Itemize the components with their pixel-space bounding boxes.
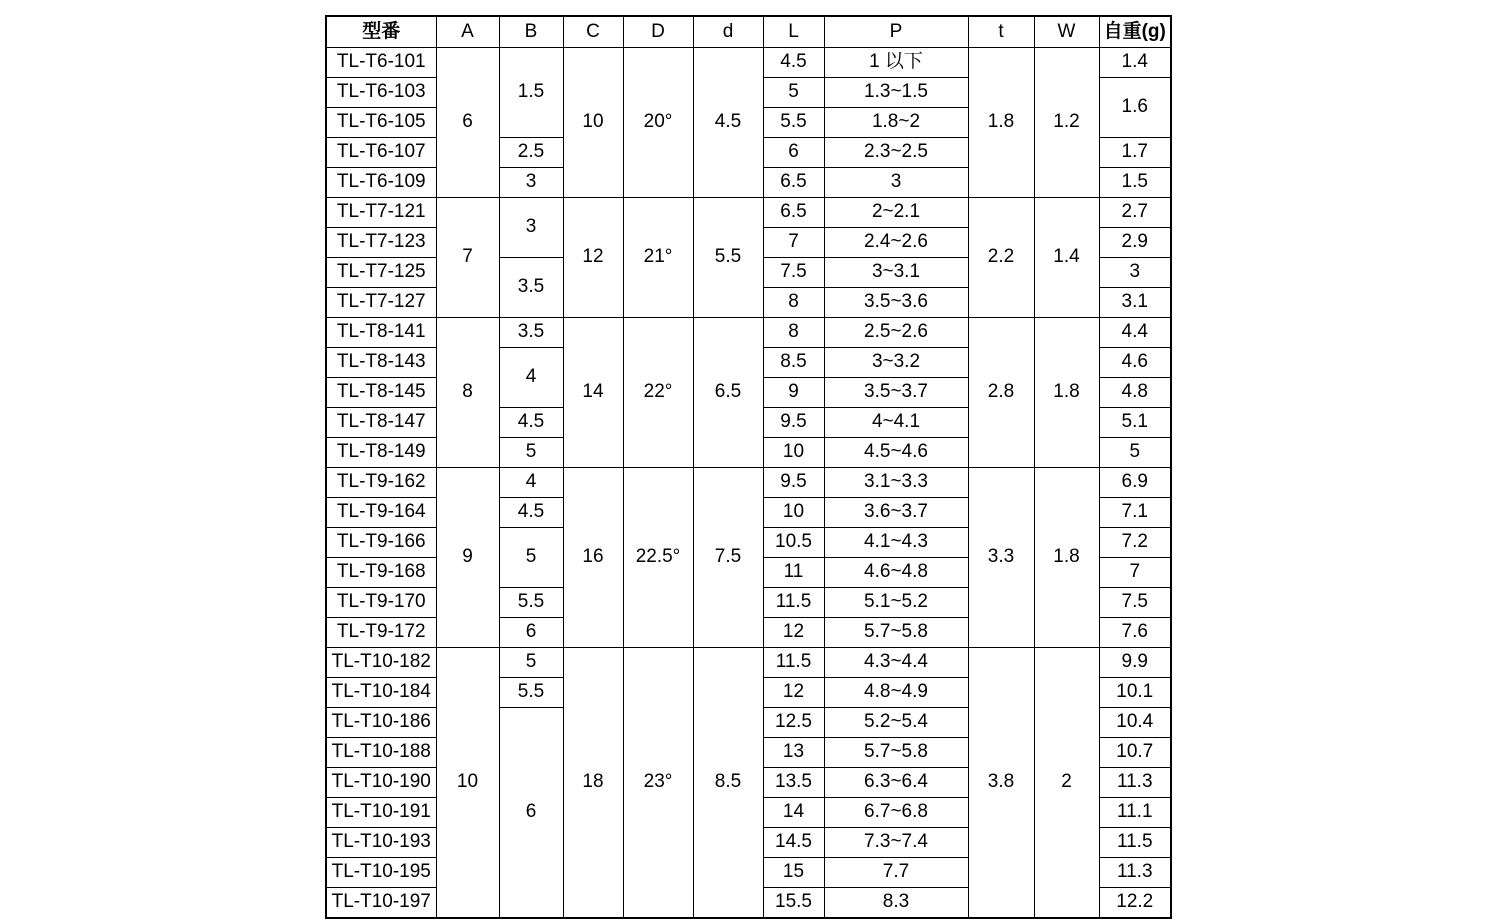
weight-cell: 10.1 <box>1099 678 1171 708</box>
value-cell-l: 8 <box>763 318 824 348</box>
value-cell-c: 18 <box>563 648 623 919</box>
table-row <box>326 48 1171 78</box>
model-cell: TL-T10-182 <box>326 648 436 678</box>
value-cell-l: 5 <box>763 78 824 108</box>
value-cell-p: 6.7~6.8 <box>824 798 968 828</box>
value-cell-c: 16 <box>563 468 623 648</box>
value-cell-d-upper: 20° <box>623 48 693 198</box>
value-cell-p: 1.8~2 <box>824 108 968 138</box>
value-cell-p: 7.7 <box>824 858 968 888</box>
value-cell-d-upper: 22° <box>623 318 693 468</box>
value-cell-b: 6 <box>499 708 563 919</box>
value-cell-l: 9.5 <box>763 408 824 438</box>
col-header-c: C <box>563 16 623 48</box>
model-cell: TL-T8-141 <box>326 318 436 348</box>
weight-cell: 3 <box>1099 258 1171 288</box>
model-cell: TL-T8-147 <box>326 408 436 438</box>
value-cell-p: 3 <box>824 168 968 198</box>
value-cell-p: 5.7~5.8 <box>824 618 968 648</box>
weight-cell: 1.7 <box>1099 138 1171 168</box>
value-cell-l: 7 <box>763 228 824 258</box>
value-cell-l: 10 <box>763 498 824 528</box>
value-cell-p: 4~4.1 <box>824 408 968 438</box>
weight-cell: 6.9 <box>1099 468 1171 498</box>
weight-cell: 2.9 <box>1099 228 1171 258</box>
col-header-l: L <box>763 16 824 48</box>
value-cell-p: 5.2~5.4 <box>824 708 968 738</box>
model-cell: TL-T10-197 <box>326 888 436 919</box>
weight-cell: 11.3 <box>1099 858 1171 888</box>
model-cell: TL-T9-168 <box>326 558 436 588</box>
value-cell-p: 1 以下 <box>824 48 968 78</box>
weight-cell: 11.3 <box>1099 768 1171 798</box>
value-cell-d-lower: 8.5 <box>693 648 763 919</box>
value-cell-p: 5.7~5.8 <box>824 738 968 768</box>
value-cell-l: 9.5 <box>763 468 824 498</box>
value-cell-c: 14 <box>563 318 623 468</box>
value-cell-t: 3.3 <box>968 468 1034 648</box>
header-row <box>326 16 1171 48</box>
weight-cell: 7 <box>1099 558 1171 588</box>
value-cell-w: 1.8 <box>1034 468 1099 648</box>
weight-cell: 9.9 <box>1099 648 1171 678</box>
value-cell-w: 1.2 <box>1034 48 1099 198</box>
value-cell-l: 6 <box>763 138 824 168</box>
value-cell-l: 13.5 <box>763 768 824 798</box>
value-cell-a: 8 <box>436 318 499 468</box>
weight-cell: 7.6 <box>1099 618 1171 648</box>
model-cell: TL-T8-145 <box>326 378 436 408</box>
value-cell-l: 15.5 <box>763 888 824 919</box>
value-cell-p: 2.4~2.6 <box>824 228 968 258</box>
model-cell: TL-T7-121 <box>326 198 436 228</box>
value-cell-w: 1.8 <box>1034 318 1099 468</box>
value-cell-l: 10.5 <box>763 528 824 558</box>
value-cell-l: 6.5 <box>763 198 824 228</box>
value-cell-p: 6.3~6.4 <box>824 768 968 798</box>
weight-cell: 4.8 <box>1099 378 1171 408</box>
weight-cell: 7.2 <box>1099 528 1171 558</box>
value-cell-p: 2~2.1 <box>824 198 968 228</box>
model-cell: TL-T7-127 <box>326 288 436 318</box>
value-cell-l: 13 <box>763 738 824 768</box>
value-cell-l: 14.5 <box>763 828 824 858</box>
value-cell-p: 4.5~4.6 <box>824 438 968 468</box>
value-cell-p: 3.1~3.3 <box>824 468 968 498</box>
col-header-p: P <box>824 16 968 48</box>
value-cell-b: 5.5 <box>499 588 563 618</box>
weight-cell: 1.4 <box>1099 48 1171 78</box>
table-row <box>326 318 1171 348</box>
value-cell-l: 12 <box>763 618 824 648</box>
value-cell-p: 2.3~2.5 <box>824 138 968 168</box>
value-cell-d-lower: 4.5 <box>693 48 763 198</box>
value-cell-l: 15 <box>763 858 824 888</box>
value-cell-p: 3.6~3.7 <box>824 498 968 528</box>
model-cell: TL-T7-125 <box>326 258 436 288</box>
value-cell-c: 12 <box>563 198 623 318</box>
value-cell-a: 6 <box>436 48 499 198</box>
value-cell-p: 4.6~4.8 <box>824 558 968 588</box>
weight-cell: 1.5 <box>1099 168 1171 198</box>
value-cell-p: 3~3.1 <box>824 258 968 288</box>
value-cell-b: 3.5 <box>499 258 563 318</box>
value-cell-l: 6.5 <box>763 168 824 198</box>
model-cell: TL-T10-184 <box>326 678 436 708</box>
value-cell-l: 8.5 <box>763 348 824 378</box>
value-cell-l: 9 <box>763 378 824 408</box>
weight-cell: 10.7 <box>1099 738 1171 768</box>
value-cell-t: 1.8 <box>968 48 1034 198</box>
value-cell-p: 3~3.2 <box>824 348 968 378</box>
value-cell-b: 1.5 <box>499 48 563 138</box>
value-cell-p: 8.3 <box>824 888 968 919</box>
model-cell: TL-T7-123 <box>326 228 436 258</box>
value-cell-p: 3.5~3.7 <box>824 378 968 408</box>
value-cell-b: 2.5 <box>499 138 563 168</box>
model-cell: TL-T10-195 <box>326 858 436 888</box>
col-header-a: A <box>436 16 499 48</box>
model-cell: TL-T10-193 <box>326 828 436 858</box>
model-cell: TL-T10-191 <box>326 798 436 828</box>
value-cell-w: 1.4 <box>1034 198 1099 318</box>
value-cell-l: 4.5 <box>763 48 824 78</box>
value-cell-t: 3.8 <box>968 648 1034 919</box>
value-cell-p: 4.8~4.9 <box>824 678 968 708</box>
model-cell: TL-T8-143 <box>326 348 436 378</box>
model-cell: TL-T6-101 <box>326 48 436 78</box>
col-header-weight: 自重(g) <box>1099 16 1171 48</box>
value-cell-l: 11.5 <box>763 648 824 678</box>
value-cell-a: 9 <box>436 468 499 648</box>
model-cell: TL-T8-149 <box>326 438 436 468</box>
weight-cell: 2.7 <box>1099 198 1171 228</box>
value-cell-b: 5.5 <box>499 678 563 708</box>
value-cell-l: 11 <box>763 558 824 588</box>
value-cell-l: 14 <box>763 798 824 828</box>
weight-cell: 4.4 <box>1099 318 1171 348</box>
value-cell-d-lower: 5.5 <box>693 198 763 318</box>
value-cell-b: 4 <box>499 468 563 498</box>
col-header-t: t <box>968 16 1034 48</box>
value-cell-l: 7.5 <box>763 258 824 288</box>
value-cell-b: 4 <box>499 348 563 408</box>
weight-cell: 4.6 <box>1099 348 1171 378</box>
value-cell-t: 2.8 <box>968 318 1034 468</box>
table-header <box>326 16 1171 48</box>
value-cell-b: 6 <box>499 618 563 648</box>
weight-cell: 10.4 <box>1099 708 1171 738</box>
value-cell-b: 4.5 <box>499 498 563 528</box>
weight-cell: 7.1 <box>1099 498 1171 528</box>
value-cell-b: 3 <box>499 168 563 198</box>
model-cell: TL-T6-105 <box>326 108 436 138</box>
value-cell-c: 10 <box>563 48 623 198</box>
col-header-w: W <box>1034 16 1099 48</box>
value-cell-b: 5 <box>499 438 563 468</box>
model-cell: TL-T10-190 <box>326 768 436 798</box>
value-cell-l: 11.5 <box>763 588 824 618</box>
table-row <box>326 198 1171 228</box>
weight-cell: 1.6 <box>1099 78 1171 138</box>
value-cell-p: 1.3~1.5 <box>824 78 968 108</box>
col-header-d-lower: d <box>693 16 763 48</box>
model-cell: TL-T6-103 <box>326 78 436 108</box>
value-cell-d-upper: 22.5° <box>623 468 693 648</box>
value-cell-l: 12 <box>763 678 824 708</box>
weight-cell: 11.1 <box>1099 798 1171 828</box>
value-cell-b: 5 <box>499 528 563 588</box>
value-cell-w: 2 <box>1034 648 1099 919</box>
value-cell-a: 10 <box>436 648 499 919</box>
model-cell: TL-T10-188 <box>326 738 436 768</box>
weight-cell: 7.5 <box>1099 588 1171 618</box>
weight-cell: 5.1 <box>1099 408 1171 438</box>
model-cell: TL-T6-107 <box>326 138 436 168</box>
table-row <box>326 648 1171 678</box>
model-cell: TL-T10-186 <box>326 708 436 738</box>
value-cell-p: 5.1~5.2 <box>824 588 968 618</box>
value-cell-b: 5 <box>499 648 563 678</box>
value-cell-d-upper: 23° <box>623 648 693 919</box>
value-cell-b: 3 <box>499 198 563 258</box>
value-cell-p: 7.3~7.4 <box>824 828 968 858</box>
value-cell-l: 10 <box>763 438 824 468</box>
col-header-d-upper: D <box>623 16 693 48</box>
weight-cell: 3.1 <box>1099 288 1171 318</box>
value-cell-p: 2.5~2.6 <box>824 318 968 348</box>
model-cell: TL-T9-166 <box>326 528 436 558</box>
value-cell-l: 8 <box>763 288 824 318</box>
model-cell: TL-T9-162 <box>326 468 436 498</box>
model-cell: TL-T9-172 <box>326 618 436 648</box>
value-cell-b: 3.5 <box>499 318 563 348</box>
weight-cell: 11.5 <box>1099 828 1171 858</box>
value-cell-p: 4.3~4.4 <box>824 648 968 678</box>
weight-cell: 5 <box>1099 438 1171 468</box>
value-cell-p: 4.1~4.3 <box>824 528 968 558</box>
value-cell-l: 5.5 <box>763 108 824 138</box>
value-cell-t: 2.2 <box>968 198 1034 318</box>
col-header-model: 型番 <box>326 16 436 48</box>
table-body <box>326 48 1171 919</box>
model-cell: TL-T6-109 <box>326 168 436 198</box>
value-cell-b: 4.5 <box>499 408 563 438</box>
value-cell-a: 7 <box>436 198 499 318</box>
spec-table <box>325 15 1172 919</box>
model-cell: TL-T9-170 <box>326 588 436 618</box>
weight-cell: 12.2 <box>1099 888 1171 919</box>
value-cell-d-lower: 6.5 <box>693 318 763 468</box>
value-cell-d-lower: 7.5 <box>693 468 763 648</box>
model-cell: TL-T9-164 <box>326 498 436 528</box>
col-header-b: B <box>499 16 563 48</box>
value-cell-d-upper: 21° <box>623 198 693 318</box>
value-cell-p: 3.5~3.6 <box>824 288 968 318</box>
table-row <box>326 468 1171 498</box>
value-cell-l: 12.5 <box>763 708 824 738</box>
